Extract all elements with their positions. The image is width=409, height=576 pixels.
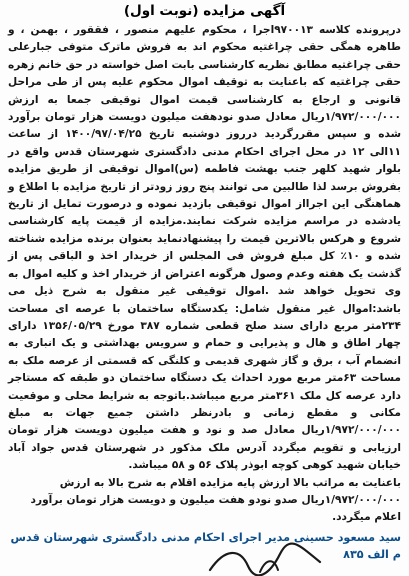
notice-body: درپرونده کلاسه ۹۷۰۰۱۳اجرا ، محکوم علیهم منصور ، فققور ، بهمن ، و طاهره همگی حقی چراغتیه محکوم اند به فروش ماترک متوفی جبارعلی حقی چراغتیه مطابق نظریه کارشناسی بابت اصل خواسته در حق خانم زهره حقی چراغتیه که باعنایت به توقیف اموال محکوم علیه پس از طی مراحل قانونی و ارجاع به کارشناسی قیمت اموال توقیفی جمعا به ارزش ۱/۹۷۲/۰۰۰/۰۰۰ریال معادل صدو نودهفت میلیون دویست هزار تومان برآورد شده و سپس مقررگردید درروز دوشنبه تاریخ ۱۴۰۰/۹۷/۰۴/۲۵ از ساعت ۱۱الی ۱۲ در محل اجرای احکام مدنی دادگستری شهرستان قدس واقع در بلوار شهید کلهر جنب بهشت فاطمه (س)اموال توقیفی از طریق مزایده بفروش برسد لذا طالبین می توانند پنج روز زودتر از تاریخ مزایده با اطلاع و هماهنگی این اجرااز اموال توقیفی بازدید نموده و درصورت تمایل از تاریخ یادشده در مراسم مزایده شرکت نمایند.مزایده از قیمت پایه کارشناسی شروع و هرکس بالاترین قیمت را پیشنهادنماید بعنوان برنده مزایده شناخته شده و ۱۰٪ کل مبلغ فروش فی المجلس از خریدار اخذ و الباقی پس از گذشت یک هفته وعدم وصول هرگونه اعتراض از خریدار اخذ و کلیه اموال به وی تحویل خواهد شد .اموال توقیفی غیر منقول به شرح ذیل می باشد:اموال غیر منقول شامل: یکدستگاه ساختمان با عرصه ای مساحت ۲۳۴متر مربع دارای سند صلح قطعی شماره ۳۸۷ مورخ ۱۳۵۶/۰۵/۲۹ دارای چهار اطاق و هال و پذیرایی و حمام و سرویس بهداشتی و یک انباری به انضمام آب ، برق و گاز شهری قدیمی و کلنگی که قسمتی از عرصه ملک به مساحت ۶۳متر مربع مورد احداث یک دستگاه ساختمان دو طبقه که مستاجر دارد عرصه کل ملک ۳۶۱متر مربع میباشد.باتوجه به شرایط محلی و موقعیت مکانی و مقطع زمانی و بادرنظر داشتن جمیع جهات به مبلغ ۱/۹۷۲/۰۰۰/۰۰۰ریال معادل صد و نود و هفت میلیون دویست هزار تومان ارزیابی و تقویم میگردد آدرس ملک مذکور در شهرستان قدس جواد آباد خیابان شهید کوهی کوچه ابوذر پلاک ۵۶ و ۵۸ میباشد. (8, 24, 401, 472)
notice-signature: سید مسعود حسینی مدیر اجرای احکام مدنی دادگستری شهرستان قدس (10, 530, 401, 544)
notice-closing: باعنایت به مراتب بالا ارزش پایه مزایده اقلام به شرح بالا به ارزش ۱/۹۷۲/۰۰۰/۰۰۰ریال صدو نودو هفت میلیون و دویست هزار تومان برآورد اعلام میگردد. (30, 476, 401, 524)
notice-title: آگهی مزایده (نوبت اول) (123, 3, 286, 19)
notice-reference: م الف ۸۳۵ (343, 547, 401, 561)
handwritten-mark (200, 540, 330, 576)
